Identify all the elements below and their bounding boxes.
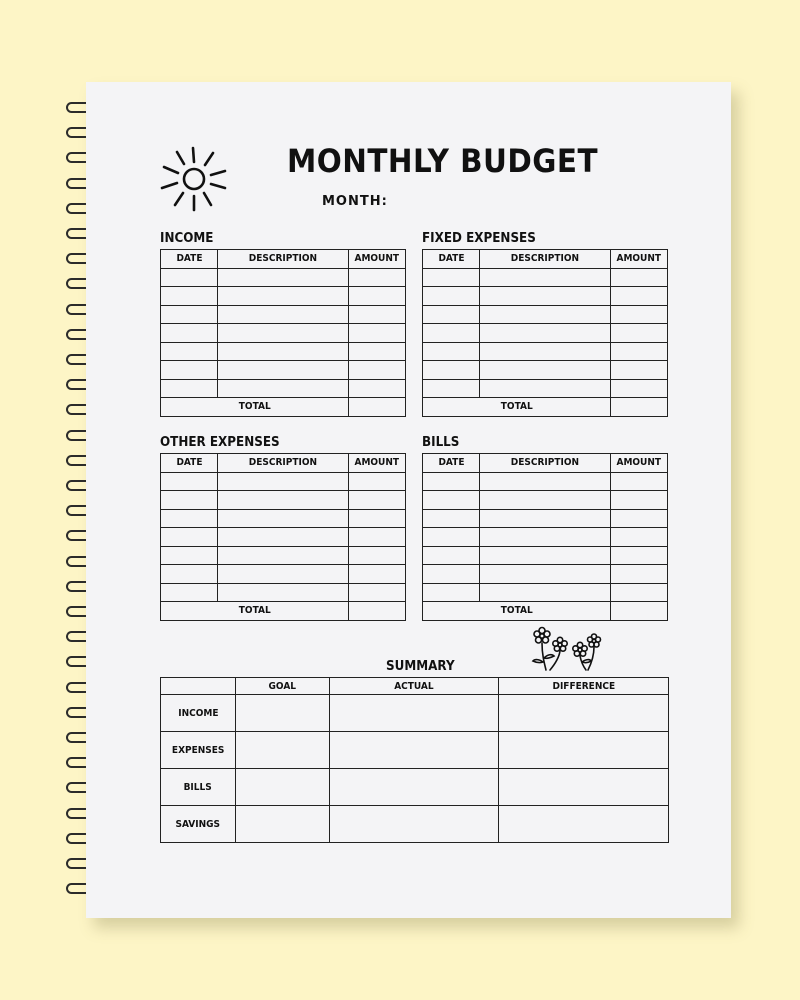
description-cell[interactable] — [480, 324, 611, 343]
other-expenses-table — [160, 453, 406, 621]
column-header-amount: AMOUNT — [349, 454, 406, 473]
amount-cell[interactable] — [611, 379, 668, 398]
bills-title: BILLS — [422, 435, 460, 450]
summary-cell[interactable] — [236, 695, 330, 732]
table-row — [423, 565, 668, 584]
date-cell[interactable] — [161, 565, 218, 584]
amount-cell[interactable] — [349, 509, 406, 528]
amount-cell[interactable] — [611, 472, 668, 491]
summary-row-expenses — [161, 732, 669, 769]
description-cell[interactable] — [480, 361, 611, 380]
summary-cell[interactable] — [236, 769, 330, 806]
table-row — [161, 361, 406, 380]
summary-cell[interactable] — [330, 806, 499, 843]
date-cell[interactable] — [161, 528, 218, 547]
total-row — [161, 398, 406, 417]
date-cell[interactable] — [161, 342, 218, 361]
amount-cell[interactable] — [349, 361, 406, 380]
amount-cell[interactable] — [349, 379, 406, 398]
total-row — [161, 602, 406, 621]
column-header-description: DESCRIPTION — [218, 250, 349, 269]
table-row — [161, 491, 406, 510]
description-cell[interactable] — [480, 287, 611, 306]
description-cell[interactable] — [480, 565, 611, 584]
summary-header-goal: GOAL — [236, 678, 330, 695]
date-cell[interactable] — [423, 491, 480, 510]
column-header-description: DESCRIPTION — [480, 250, 611, 269]
date-cell[interactable] — [161, 583, 218, 602]
summary-cell[interactable] — [499, 806, 669, 843]
summary-cell[interactable] — [330, 769, 499, 806]
date-cell[interactable] — [423, 268, 480, 287]
description-cell[interactable] — [218, 287, 349, 306]
table-row — [423, 472, 668, 491]
description-cell[interactable] — [218, 268, 349, 287]
date-cell[interactable] — [161, 509, 218, 528]
amount-cell[interactable] — [611, 268, 668, 287]
summary-cell[interactable] — [330, 732, 499, 769]
table-header-row — [423, 454, 668, 473]
summary-table — [160, 677, 669, 843]
table-row — [423, 509, 668, 528]
column-header-amount: AMOUNT — [611, 250, 668, 269]
summary-row-label: SAVINGS — [161, 806, 236, 843]
total-label: TOTAL — [161, 398, 349, 417]
summary-row-income — [161, 695, 669, 732]
fixed-expenses-table — [422, 249, 668, 417]
table-row — [161, 472, 406, 491]
amount-cell[interactable] — [349, 546, 406, 565]
amount-cell[interactable] — [349, 472, 406, 491]
amount-cell[interactable] — [349, 287, 406, 306]
table-row — [161, 379, 406, 398]
description-cell[interactable] — [218, 324, 349, 343]
description-cell[interactable] — [218, 361, 349, 380]
amount-cell[interactable] — [611, 583, 668, 602]
amount-cell[interactable] — [349, 305, 406, 324]
amount-cell[interactable] — [611, 491, 668, 510]
table-row — [423, 546, 668, 565]
table-row — [423, 583, 668, 602]
column-header-amount: AMOUNT — [611, 454, 668, 473]
description-cell[interactable] — [480, 509, 611, 528]
summary-cell[interactable] — [330, 695, 499, 732]
date-cell[interactable] — [161, 305, 218, 324]
amount-cell[interactable] — [349, 528, 406, 547]
table-header-row — [423, 250, 668, 269]
summary-title: SUMMARY — [386, 659, 455, 674]
date-cell[interactable] — [423, 528, 480, 547]
column-header-date: DATE — [423, 454, 480, 473]
date-cell[interactable] — [423, 361, 480, 380]
amount-cell[interactable] — [611, 361, 668, 380]
description-cell[interactable] — [480, 491, 611, 510]
summary-header-difference: DIFFERENCE — [499, 678, 669, 695]
income-title: INCOME — [160, 231, 214, 246]
description-cell[interactable] — [218, 528, 349, 547]
total-amount-cell[interactable] — [349, 398, 406, 417]
table-row — [423, 324, 668, 343]
total-amount-cell[interactable] — [611, 602, 668, 621]
table-row — [423, 379, 668, 398]
description-cell[interactable] — [480, 472, 611, 491]
description-cell[interactable] — [480, 268, 611, 287]
total-label: TOTAL — [423, 602, 611, 621]
fixed-expenses-title: FIXED EXPENSES — [422, 231, 536, 246]
description-cell[interactable] — [480, 583, 611, 602]
table-row — [161, 268, 406, 287]
date-cell[interactable] — [423, 287, 480, 306]
date-cell[interactable] — [161, 361, 218, 380]
page-title: MONTHLY BUDGET — [287, 142, 599, 180]
amount-cell[interactable] — [349, 583, 406, 602]
description-cell[interactable] — [218, 305, 349, 324]
amount-cell[interactable] — [611, 509, 668, 528]
amount-cell[interactable] — [611, 287, 668, 306]
amount-cell[interactable] — [611, 565, 668, 584]
table-row — [423, 361, 668, 380]
description-cell[interactable] — [480, 528, 611, 547]
column-header-date: DATE — [161, 454, 218, 473]
amount-cell[interactable] — [349, 565, 406, 584]
flowers-icon — [528, 626, 608, 674]
amount-cell[interactable] — [349, 324, 406, 343]
description-cell[interactable] — [218, 583, 349, 602]
summary-header-actual: ACTUAL — [330, 678, 499, 695]
date-cell[interactable] — [161, 546, 218, 565]
month-label: MONTH: — [322, 194, 388, 209]
description-cell[interactable] — [218, 491, 349, 510]
table-row — [161, 509, 406, 528]
summary-cell[interactable] — [499, 769, 669, 806]
table-header-row — [161, 250, 406, 269]
summary-row-label: BILLS — [161, 769, 236, 806]
date-cell[interactable] — [423, 472, 480, 491]
income-table — [160, 249, 406, 417]
summary-row-savings — [161, 806, 669, 843]
date-cell[interactable] — [423, 546, 480, 565]
table-row — [161, 305, 406, 324]
amount-cell[interactable] — [349, 342, 406, 361]
date-cell[interactable] — [423, 324, 480, 343]
date-cell[interactable] — [161, 472, 218, 491]
column-header-amount: AMOUNT — [349, 250, 406, 269]
table-row — [423, 268, 668, 287]
amount-cell[interactable] — [611, 342, 668, 361]
column-header-description: DESCRIPTION — [218, 454, 349, 473]
total-label: TOTAL — [161, 602, 349, 621]
description-cell[interactable] — [480, 379, 611, 398]
total-label: TOTAL — [423, 398, 611, 417]
description-cell[interactable] — [218, 472, 349, 491]
amount-cell[interactable] — [611, 305, 668, 324]
total-amount-cell[interactable] — [611, 398, 668, 417]
date-cell[interactable] — [423, 583, 480, 602]
summary-row-label: INCOME — [161, 695, 236, 732]
date-cell[interactable] — [161, 287, 218, 306]
summary-row-label: EXPENSES — [161, 732, 236, 769]
table-row — [423, 305, 668, 324]
table-row — [423, 528, 668, 547]
date-cell[interactable] — [423, 509, 480, 528]
bills-table — [422, 453, 668, 621]
amount-cell[interactable] — [349, 268, 406, 287]
summary-header-row — [161, 678, 669, 695]
table-row — [161, 324, 406, 343]
table-header-row — [161, 454, 406, 473]
date-cell[interactable] — [423, 305, 480, 324]
sun-icon — [158, 144, 234, 216]
summary-corner-cell — [161, 678, 236, 695]
description-cell[interactable] — [218, 546, 349, 565]
description-cell[interactable] — [480, 305, 611, 324]
column-header-date: DATE — [423, 250, 480, 269]
total-row — [423, 398, 668, 417]
column-header-date: DATE — [161, 250, 218, 269]
total-amount-cell[interactable] — [349, 602, 406, 621]
amount-cell[interactable] — [349, 491, 406, 510]
table-row — [161, 546, 406, 565]
table-row — [161, 287, 406, 306]
summary-cell[interactable] — [236, 806, 330, 843]
date-cell[interactable] — [161, 379, 218, 398]
summary-cell[interactable] — [499, 732, 669, 769]
description-cell[interactable] — [218, 379, 349, 398]
date-cell[interactable] — [161, 324, 218, 343]
column-header-description: DESCRIPTION — [480, 454, 611, 473]
date-cell[interactable] — [161, 268, 218, 287]
description-cell[interactable] — [218, 342, 349, 361]
date-cell[interactable] — [423, 342, 480, 361]
table-row — [161, 583, 406, 602]
table-row — [161, 342, 406, 361]
description-cell[interactable] — [480, 342, 611, 361]
table-row — [423, 342, 668, 361]
summary-row-bills — [161, 769, 669, 806]
date-cell[interactable] — [423, 379, 480, 398]
amount-cell[interactable] — [611, 546, 668, 565]
table-row — [423, 287, 668, 306]
description-cell[interactable] — [218, 565, 349, 584]
table-row — [423, 491, 668, 510]
summary-cell[interactable] — [499, 695, 669, 732]
other-expenses-title: OTHER EXPENSES — [160, 435, 280, 450]
table-row — [161, 528, 406, 547]
date-cell[interactable] — [161, 491, 218, 510]
table-row — [161, 565, 406, 584]
summary-cell[interactable] — [236, 732, 330, 769]
amount-cell[interactable] — [611, 324, 668, 343]
description-cell[interactable] — [480, 546, 611, 565]
amount-cell[interactable] — [611, 528, 668, 547]
total-row — [423, 602, 668, 621]
date-cell[interactable] — [423, 565, 480, 584]
description-cell[interactable] — [218, 509, 349, 528]
